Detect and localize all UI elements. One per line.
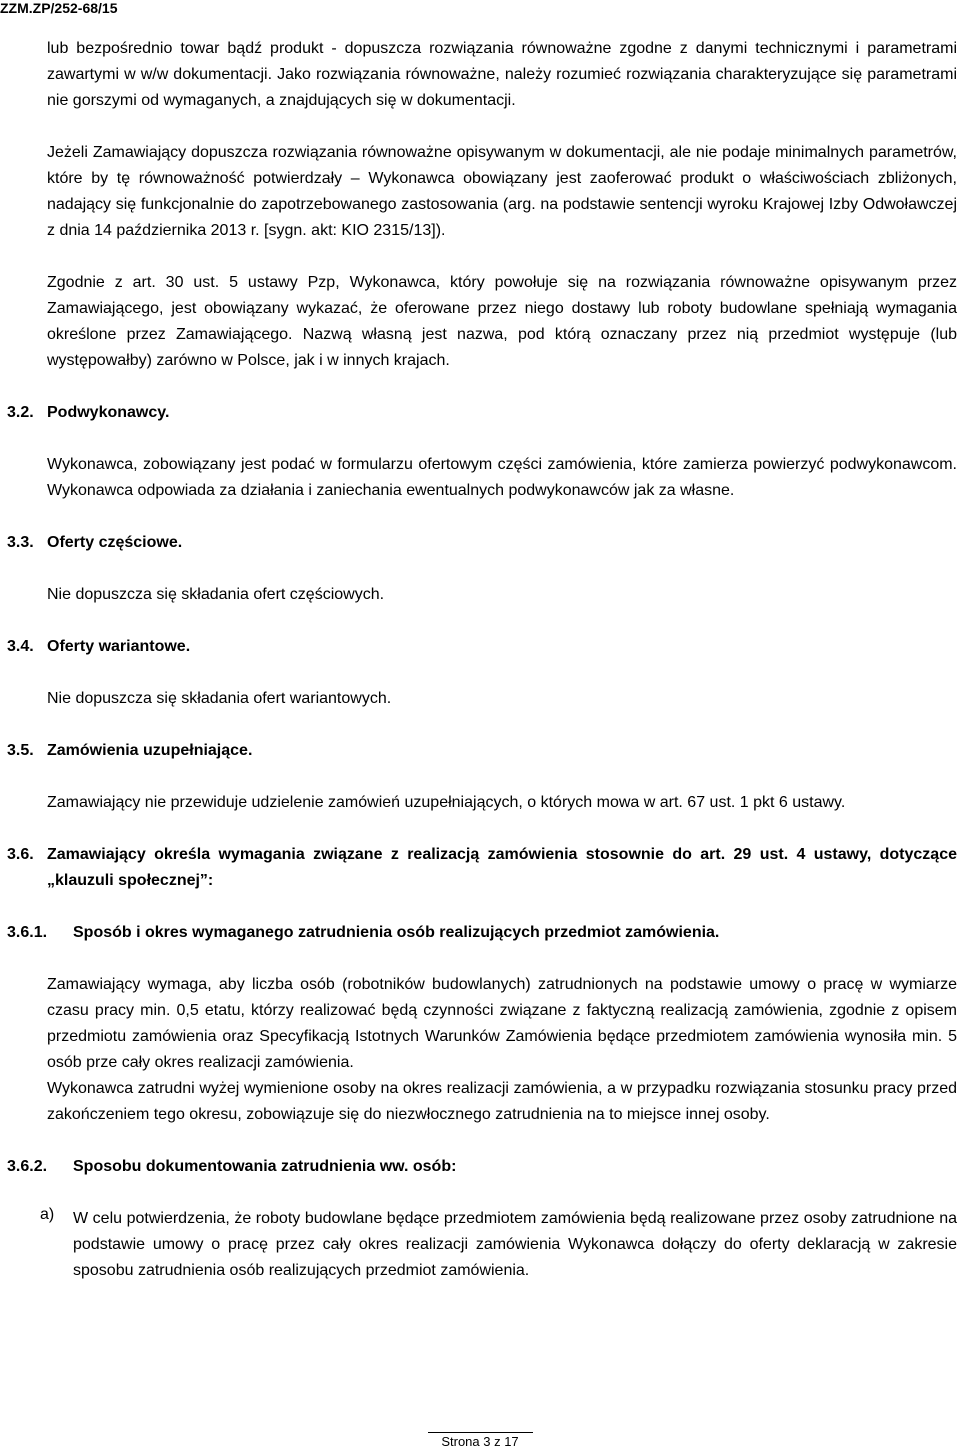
paragraph-minimal-parameters: Jeżeli Zamawiający dopuszcza rozwiązania równoważne opisywanym w dokumentacji, ale nie podaje minimalnych parametrów, które by tę równoważność potwierdzały – Wykonawca obowiązany jest zaoferować produkt o właściwościach zbliżonych, nadający się funkcjonalnie do zapotrzebowanego zastosowania (arg. na podstawie sentencji wyroku Krajowej Izby Odwoławczej z dnia 14 października 2013 r. [sygn. akt: KIO 2315/13]).	[47, 144, 957, 239]
section-title: Podwykonawcy.	[47, 404, 170, 421]
section-number: 3.3.	[7, 534, 34, 551]
section-number: 3.6.2.	[7, 1158, 48, 1175]
section-heading-3-6	[7, 842, 957, 894]
document-reference: ZZM.ZP/252-68/15	[0, 0, 118, 16]
section-heading-3-4	[7, 634, 957, 660]
section-number: 3.6.	[7, 846, 34, 863]
section-heading-3-6-1	[7, 920, 957, 946]
paragraph-subcontractors: Wykonawca, zobowiązany jest podać w formularzu ofertowym części zamówienia, które zamierza powierzyć podwykonawcom. Wykonawca odpowiada za działania i zaniechania ewentualnych podwykonawców jak za własne.	[47, 456, 957, 499]
section-number: 3.4.	[7, 638, 34, 655]
section-number: 3.6.1.	[7, 924, 48, 941]
list-item-a	[40, 1206, 957, 1284]
list-marker: a)	[40, 1206, 55, 1223]
section-number: 3.2.	[7, 404, 34, 421]
paragraph-employment-requirement: Zamawiający wymaga, aby liczba osób (robotników budowlanych) zatrudnionych na podstawie umowy o pracę w wymiarze czasu pracy min. 0,5 etatu, którzy realizować będą czynności związane z faktyczną realizacją zamówienia, zgodnie z opisem przedmiotu zamówienia oraz Specyfikacją Istotnych Warunków Zamówienia będące przedmiotem zamówienia wynosiła min. 5 osób prze cały okres realizacji zamówienia.	[47, 976, 957, 1071]
section-title: Oferty wariantowe.	[47, 638, 191, 655]
paragraph-employment-continuity: Wykonawca zatrudni wyżej wymienione osoby na okres realizacji zamówienia, a w przypadku rozwiązania stosunku pracy przed zakończeniem tego okresu, zobowiązuje się do niezwłocznego zatrudnienia na to miejsce innej osoby.	[47, 1080, 957, 1123]
section-title: Oferty częściowe.	[47, 534, 183, 551]
section-number: 3.5.	[7, 742, 34, 759]
paragraph-supplementary-orders: Zamawiający nie przewiduje udzielenie zamówień uzupełniających, o których mowa w art. 67 ust. 1 pkt 6 ustawy.	[47, 794, 846, 811]
section-title: Zamawiający określa wymagania związane z realizacją zamówienia stosownie do art. 29 ust. 4 ustawy, dotyczące „klauzuli społecznej”:	[47, 846, 957, 889]
footer-divider	[428, 1432, 533, 1433]
paragraph-equivalent-solutions: lub bezpośrednio towar bądź produkt - dopuszcza rozwiązania równoważne zgodne z danymi technicznymi i parametrami zawartymi w w/w dokumentacji. Jako rozwiązania równoważne, należy rozumieć rozwiązania charakteryzujące się parametrami nie gorszymi od wymaganych, a znajdujących się w dokumentacji.	[47, 40, 957, 109]
section-heading-3-5	[7, 738, 957, 764]
document-body	[7, 36, 957, 1284]
section-heading-3-6-2	[7, 1154, 957, 1180]
section-heading-3-3	[7, 530, 957, 556]
paragraph-art-30: Zgodnie z art. 30 ust. 5 ustawy Pzp, Wykonawca, który powołuje się na rozwiązania równoważne opisywanym przez Zamawiającego, jest obowiązany wykazać, że oferowane przez niego dostawy lub roboty budowlane spełniają wymagania określone przez Zamawiającego. Nazwą własną jest nazwa, pod którą oznaczany przez nią przedmiot występuje (lub występowałby) zarówno w Polsce, jak i w innych krajach.	[47, 274, 957, 369]
section-title: Sposób i okres wymaganego zatrudnienia osób realizujących przedmiot zamówienia.	[73, 924, 720, 941]
section-title: Zamówienia uzupełniające.	[47, 742, 253, 759]
paragraph-partial-offers: Nie dopuszcza się składania ofert częściowych.	[47, 586, 385, 603]
list-item-text: W celu potwierdzenia, że roboty budowlane będące przedmiotem zamówienia będą realizowane przez osoby zatrudnione na podstawie umowy o pracę przez cały okres realizacji zamówienia Wykonawca dołączy do oferty deklaracją w zakresie sposobu zatrudnienia osób realizujących przedmiot zamówienia.	[73, 1210, 957, 1279]
paragraph-variant-offers: Nie dopuszcza się składania ofert wariantowych.	[47, 690, 392, 707]
section-title: Sposobu dokumentowania zatrudnienia ww. osób:	[73, 1158, 457, 1175]
page-number: Strona 3 z 17	[441, 1434, 519, 1449]
section-heading-3-2	[7, 400, 957, 426]
